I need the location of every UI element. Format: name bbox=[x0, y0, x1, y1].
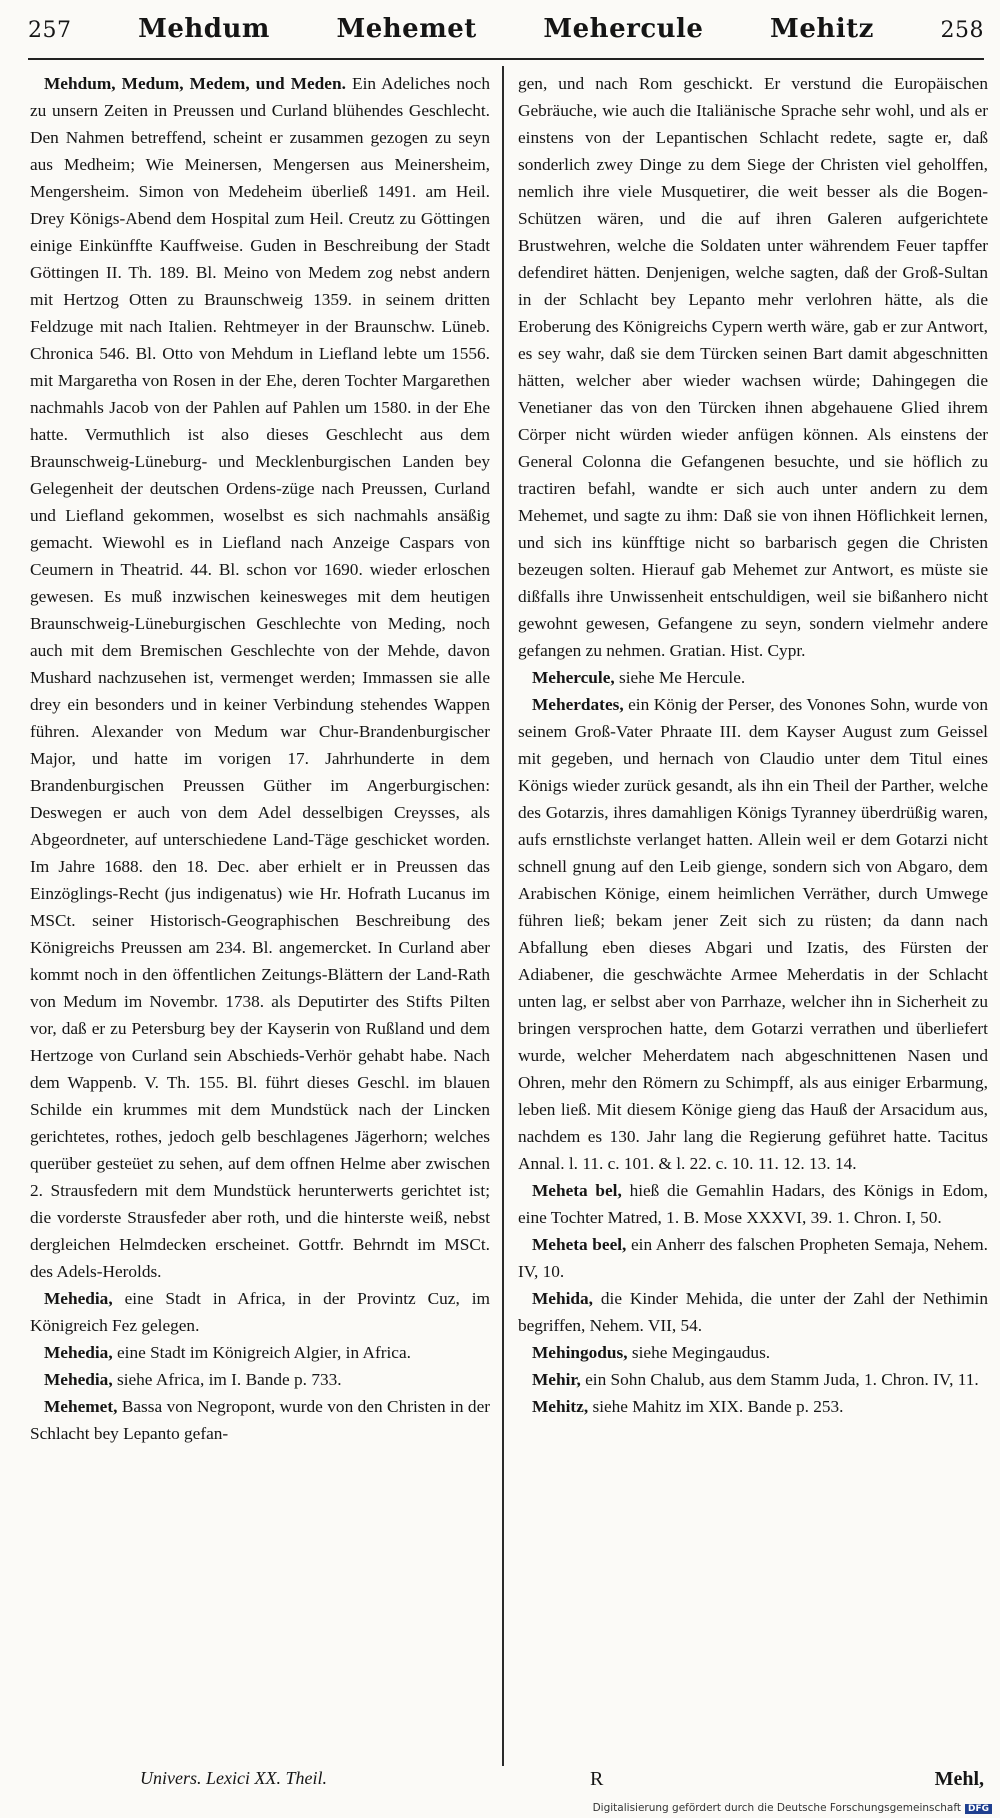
page-number-left: 257 bbox=[28, 18, 72, 43]
entry-continuation bbox=[518, 70, 988, 664]
signature-line: Univers. Lexici XX. Theil. bbox=[140, 1768, 327, 1788]
running-header bbox=[28, 14, 984, 60]
entry bbox=[518, 1393, 988, 1420]
header-word-right-last: Mehitz bbox=[770, 14, 874, 44]
entry bbox=[30, 1393, 490, 1447]
entry bbox=[518, 1177, 988, 1231]
entry-text: gen, und nach Rom geschickt. Er verstund die Europäischen Gebräuche, wie auch die Italiänische Sprache sehr wohl, und als er einstens von der Lepantischen Schlacht redete, sagte er, daß sonderlich zwey Dinge zu dem Siege der Christen viel geholffen, nemlich ihre viele Musquetirer, die weit besser als die Bogen-Schützen wären, und die auf ihren Galeren aufgerichtete Brustwehren, welche die Soldaten unter währendem Feuer tapffer defendiret hätten. Denjenigen, welche sagten, daß der Groß-Sultan in der Schlacht bey Lepanto mehr verlohren hätte, als die Eroberung des Königreichs Cypern werth wäre, gab er zur Antwort, es sey wahr, daß sie dem Türcken seinen Bart damit abgeschnitten hätten, welcher aber wieder wachsen würde; Dahingegen die Venetianer das von den Türcken ihnen abgehauene Glied ihrem Cörper nicht würden wieder anfügen können. Als einstens der General Colonna die Gefangenen besuchte, und sie höflich zu tractiren befahl, wandte er sich auch unter andern zu dem Mehemet, und sagte zu ihm: Daß sie von ihnen Höflichkeit lernen, und sich ins künfftige nicht so barbarisch gegen die Christen bezeugen solten. Hierauf gab Mehemet zur Antwort, es müste sie dißfalls ihre Unwissenheit entschuldigen, weil sie bißanhero nicht gewohnt gewesen, Gefangene zu seyn, sondern vielmehr andere gefangen zu nehmen. Gratian. Hist. Cypr. bbox=[518, 74, 988, 660]
entry-lemma: Mehedia, bbox=[44, 1289, 113, 1308]
page-footer bbox=[30, 1768, 984, 1798]
entry-text: siehe Megingaudus. bbox=[631, 1343, 771, 1362]
text-column-right bbox=[518, 70, 988, 1420]
entry-lemma: Mehedia, bbox=[44, 1370, 113, 1389]
entry-lemma: Mehitz, bbox=[532, 1397, 589, 1416]
entry bbox=[30, 1285, 490, 1339]
digitization-credit bbox=[593, 1802, 992, 1814]
entry-lemma: Mehedia, bbox=[44, 1343, 113, 1362]
entry-text: die Kinder Mehida, die unter der Zahl der Nethimin begriffen, Nehem. VII, 54. bbox=[518, 1289, 988, 1335]
entry-lemma: Mehercule, bbox=[532, 668, 615, 687]
header-word-left-first: Mehdum bbox=[138, 14, 270, 44]
dfg-logo: DFG bbox=[965, 1804, 992, 1814]
text-column-left bbox=[30, 70, 490, 1447]
entry bbox=[518, 1339, 988, 1366]
entry-text: ein Sohn Chalub, aus dem Stamm Juda, 1. Chron. IV, 11. bbox=[585, 1370, 979, 1389]
entry-text: ein König der Perser, des Vonones Sohn, wurde von seinem Groß-Vater Phraate III. dem Kayser August zum Geissel mit gegeben, und hernach von Claudio unter dem Titul eines Königs wieder zurück gesandt, als ihn ein Theil der Parther, welche des Gotarzis, ihres damahligen Königs Tyranney überdrüßig waren, aufs ernstlichste verlanget hatten. Allein weil er dem Gotarzi nicht schnell gnung auf den Leib gienge, sondern sich von Abgaro, dem Arabischen Könige, einem heimlichen Verräther, durch Umwege führen ließ; bekam jener Zeit sich zu rüsten; da dann nach Abfallung eben dieses Abgari und Izatis, des Fürsten der Adiabener, die geschwächte Armee Meherdatis in der Schlacht unten lag, er selbst aber von Parrhaze, welcher ihn in Sicherheit zu bringen versprochen hatte, dem Gotarzi verrathen und überliefert wurde, welcher Meherdatem nach abgeschnittenen Nasen und Ohren, mehr den Römern zu Schimpff, als aus einiger Erbarmung, leben ließ. Mit diesem Könige gieng das Hauß der Arsacidum aus, nachdem es 130. Jahr lang die Regierung geführet hatte. Tacitus Annal. l. 11. c. 101. & l. 22. c. 10. 11. 12. 13. 14. bbox=[518, 695, 989, 1173]
entry-text: hieß die Gemahlin Hadars, des Königs in Edom, eine Tochter Matred, 1. B. Mose XXXVI, 39. 1. Chron. I, 50. bbox=[518, 1181, 988, 1227]
entry-text: eine Stadt im Königreich Algier, in Africa. bbox=[116, 1343, 411, 1362]
entry bbox=[30, 1339, 490, 1366]
column-divider bbox=[502, 66, 504, 1766]
entry-lemma: Meherdates, bbox=[532, 695, 624, 714]
page-number-right: 258 bbox=[940, 18, 984, 43]
entry bbox=[518, 691, 988, 1177]
entry-text: Ein Adeliches noch zu unsern Zeiten in Preussen und Curland blühendes Geschlecht. Den Nahmen betreffend, scheint er zusammen gezogen zu seyn aus Medheim; Wie Meinersen, Mengersen aus Meinersheim, Mengersheim. Simon von Medeheim überließ 1491. am Heil. Drey Königs-Abend dem Hospital zum Heil. Creutz zu Göttingen einige Einkünffte Kauffweise. Guden in Beschreibung der Stadt Göttingen II. Th. 189. Bl. Meino von Medem zog nebst andern mit Hertzog Otten zu Braunschweig 1359. in seinem dritten Feldzuge mit nach Italien. Rehtmeyer in der Braunschw. Lüneb. Chronica 546. Bl. Otto von Mehdum in Liefland lebte um 1556. mit Margaretha von Rosen in der Ehe, deren Tochter Margarethen nachmahls Jacob von der Pahlen auf Pahlen um 1580. in der Ehe hatte. Vermuthlich ist also dieses Geschlecht aus dem Braunschweig-Lüneburg- und Mecklenburgischen Landen bey Gelegenheit der deutschen Ordens-züge nach Preussen, Curland und Liefland gekommen, woselbst es sich nachmahls ansäßig gemacht. Wiewohl es in Liefland nach Anzeige Caspars von Ceumern in Theatrid. 44. Bl. schon vor 1690. wieder erloschen gewesen. Es muß inzwischen keinesweges mit dem heutigen Braunschweig-Lüneburgischen Geschlechte von Meding, noch auch mit dem Bremischen Geschlechte von der Mehde, davon Mushard nachzusehen ist, vermenget werden; Immassen sie alle drey ein besonders und in keiner Verbindung stehendes Wappen führen. Alexander von Medum war Chur-Brandenburgischer Major, und hatte im vorigen 17. Jahrhunderte in dem Brandenburgischen Preussen Güther im Angerburgischen: Deswegen er auch von dem Adel desselbigen Creysses, als Abgeordneter, auf unterschiedene Land-Täge geschicket worden. Im Jahre 1688. den 18. Dec. aber erhielt er in Preussen das Einzöglings-Recht (jus indigenatus) wie Hr. Hofrath Lucanus im MSCt. seiner Historisch-Geographischen Beschreibung des Königreichs Preussen am 234. Bl. angemercket. In Curland aber kommt noch in den öffentlichen Zeitungs-Blättern der Land-Rath von Medum im Novembr. 1738. als Deputirter des Stifts Pilten vor, daß er zu Petersburg bey der Kayserin von Rußland und dem Hertzoge von Curland sein Abschieds-Verhör gehabt habe. Nach dem Wappenb. V. Th. 155. Bl. führt dieses Geschl. im blauen Schilde ein krummes mit dem Mundstück nach der Lincken gerichtetes, rothes, jedoch gelb beschlagenes Jägerhorn; welches querüber gesteüet zu sehen, auf dem offnen Helme aber zwischen 2. Strausfedern mit dem Mundstück herunterwerts gerichtet ist; die vorderste Strausfeder aber roth, und die hinterste weiß, nebst dergleichen Helmdecken erscheinet. Gottfr. Behrndt im MSCt. des Adels-Herolds. bbox=[30, 74, 490, 1281]
signature-mark: R bbox=[590, 1768, 604, 1790]
entry bbox=[518, 1285, 988, 1339]
entry bbox=[518, 1366, 988, 1393]
entry-text: siehe Mahitz im XIX. Bande p. 253. bbox=[592, 1397, 844, 1416]
entry-lemma: Mehemet, bbox=[44, 1397, 118, 1416]
entry-text: siehe Me Hercule. bbox=[619, 668, 746, 687]
entry-lemma: Mehida, bbox=[532, 1289, 593, 1308]
entry bbox=[30, 70, 490, 1285]
catchword: Mehl, bbox=[934, 1768, 984, 1790]
entry-text: Bassa von Negropont, wurde von den Christen in der Schlacht bey Lepanto gefan- bbox=[30, 1397, 490, 1443]
entry bbox=[518, 664, 988, 691]
credit-text: Digitalisierung gefördert durch die Deutsche Forschungsgemeinschaft bbox=[592, 1802, 961, 1814]
header-word-right-first: Mehercule bbox=[543, 14, 704, 44]
entry-text: ein Anherr des falschen Propheten Semaja, Nehem. IV, 10. bbox=[518, 1235, 988, 1281]
entry bbox=[518, 1231, 988, 1285]
entry-lemma: Meheta bel, bbox=[532, 1181, 622, 1200]
entry-lemma: Mehdum, Medum, Medem, und Meden. bbox=[44, 74, 346, 93]
entry bbox=[30, 1366, 490, 1393]
entry-lemma: Meheta beel, bbox=[532, 1235, 627, 1254]
entry-text: siehe Africa, im I. Bande p. 733. bbox=[116, 1370, 342, 1389]
entry-lemma: Mehir, bbox=[532, 1370, 581, 1389]
header-word-left-last: Mehemet bbox=[336, 14, 477, 44]
entry-text: eine Stadt in Africa, in der Provintz Cuz, im Königreich Fez gelegen. bbox=[30, 1289, 490, 1335]
entry-lemma: Mehingodus, bbox=[532, 1343, 628, 1362]
